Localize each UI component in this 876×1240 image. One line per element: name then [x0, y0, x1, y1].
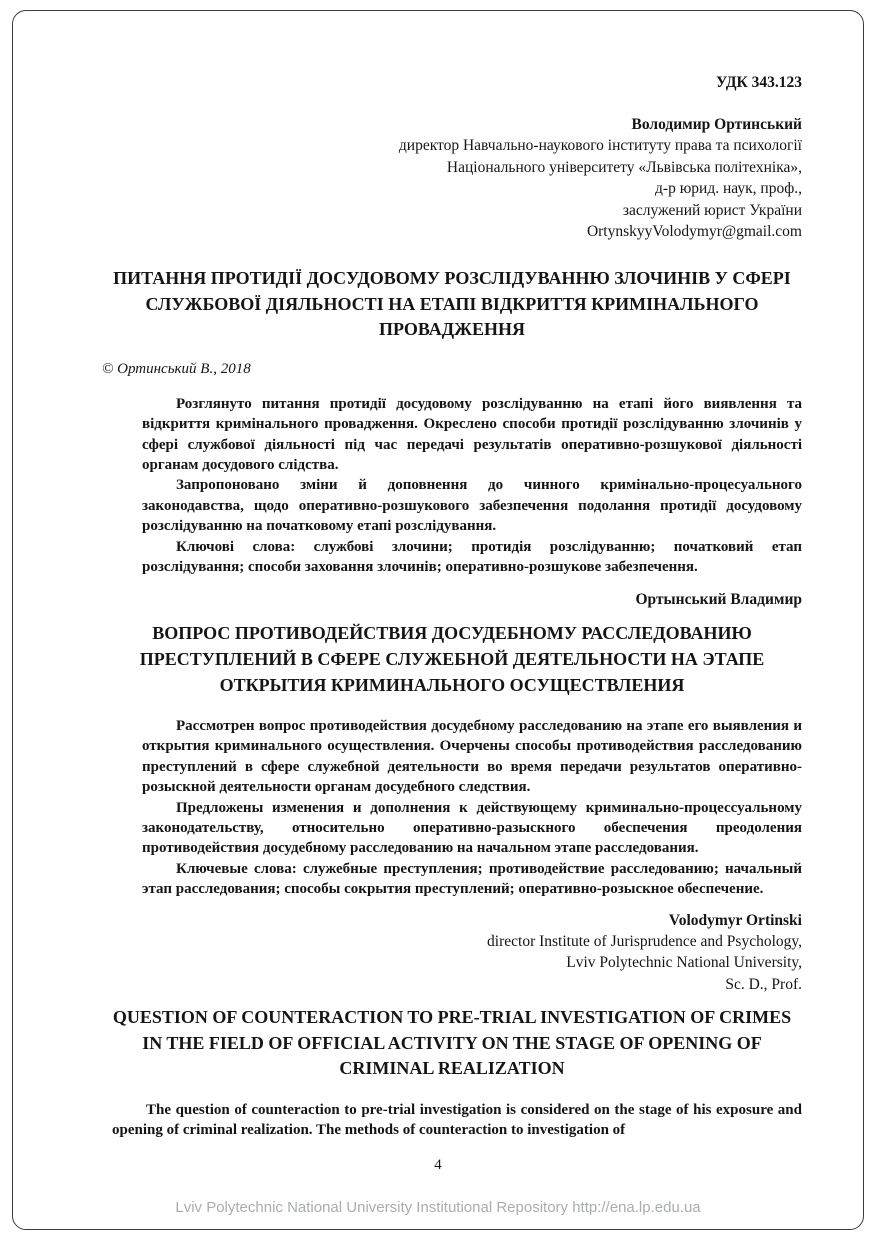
abstract-ru — [142, 716, 802, 900]
author-email: OrtynskyyVolodymyr@gmail.com — [586, 222, 802, 240]
author-honor-uk: заслужений юрист України — [622, 201, 802, 219]
abstract-uk-paragraph-1: Розглянуто питання протидії досудовому розслідуванню на етапі його виявлення та відкриття кримінального провадження. Окреслено способи протидії розслідуванню злочинів у сфері службової діяльності під час передачі результатів оперативно-розшукової діяльності органам досудового слідства. — [142, 395, 802, 474]
page-number: 4 — [434, 1157, 442, 1173]
abstract-ru-paragraph-1: Рассмотрен вопрос противодействия досудебному расследованию на этапе его выявления и открытия криминального осуществления. Очерчены способы противодействия расследованию преступлений в сфере служебной деятельности во время передачи результатов оперативно-розыскной деятельности органам досудебного следствия. — [142, 718, 802, 796]
article-title-uk: ПИТАННЯ ПРОТИДІЇ ДОСУДОВОМУ РОЗСЛІДУВАННЮ ЗЛОЧИНІВ У СФЕРІ СЛУЖБОВОЇ ДІЯЛЬНОСТІ НА ЕТАПІ ВІДКРИТТЯ КРИМІНАЛЬНОГО ПРОВАДЖЕННЯ — [113, 268, 791, 340]
abstract-uk-paragraph-2: Запропоновано зміни й доповнення до чинного кримінально-процесуального законодавства, щодо оперативно-розшукового забезпечення подолання протидії досудовому розслідуванню на початковому етапі розслідування. — [142, 477, 802, 535]
article-title-en: QUESTION OF COUNTERACTION TO PRE-TRIAL INVESTIGATION OF CRIMES IN THE FIELD OF OFFICIAL ACTIVITY ON THE STAGE OF OPENING OF CRIMINAL REALIZATION — [112, 1007, 792, 1079]
abstract-en — [112, 1100, 802, 1141]
repository-footer: Lviv Polytechnic National University Institutional Repository http://ena.lp.edu.ua — [175, 1199, 701, 1216]
author-position-en: director Institute of Jurisprudence and Psychology, — [487, 932, 802, 950]
author-name-en: Volodymyr Ortinski — [668, 911, 802, 929]
udk-code: УДК 343.123 — [716, 74, 802, 91]
article-title-ru: ВОПРОС ПРОТИВОДЕЙСТВИЯ ДОСУДЕБНОМУ РАССЛЕДОВАНИЮ ПРЕСТУПЛЕНИЙ В СФЕРЕ СЛУЖЕБНОЙ ДЕЯТЕЛЬНОСТИ НА ЭТАПЕ ОТКРЫТИЯ КРИМИНАЛЬНОГО ОСУЩЕСТВЛЕНИЯ — [139, 623, 765, 695]
abstract-uk — [142, 394, 802, 578]
author-name-uk: Володимир Ортинський — [631, 116, 802, 133]
author-university-en: Lviv Polytechnic National University, — [566, 954, 802, 972]
author-block-uk — [102, 114, 802, 242]
abstract-uk-keywords: Ключові слова: службові злочини; протидія розслідуванню; початковий етап розслідування; способи заховання злочинів; оперативно-розшукове забезпечення. — [142, 538, 802, 576]
page-content — [102, 74, 802, 1152]
abstract-ru-paragraph-2: Предложены изменения и дополнения к действующему криминально-процессуальному законодательству, относительно оперативно-разыскного обеспечения преодоления противодействия досудебному расследованию на начальном этапе расследования. — [142, 799, 802, 857]
author-block-en — [102, 910, 802, 996]
author-name-ru: Ортынський Владимир — [635, 591, 802, 609]
author-university-uk: Національного університету «Львівська політехніка», — [446, 158, 802, 176]
abstract-ru-keywords: Ключевые слова: служебные преступления; противодействие расследованию; начальный этап расследования; способы сокрытия преступлений; оперативно-розыскное обеспечение. — [142, 860, 802, 898]
abstract-en-paragraph-1: The question of counteraction to pre-trial investigation is considered on the stage of his exposure and opening of criminal realization. The methods of counteraction to investigation of — [112, 1101, 802, 1139]
author-position-uk: директор Навчально-наукового інституту права та психології — [398, 137, 802, 155]
author-degree-en: Sc. D., Prof. — [725, 975, 802, 993]
author-degree-uk: д-р юрид. наук, проф., — [655, 180, 802, 198]
copyright-line: © Ортинський В., 2018 — [102, 360, 251, 377]
